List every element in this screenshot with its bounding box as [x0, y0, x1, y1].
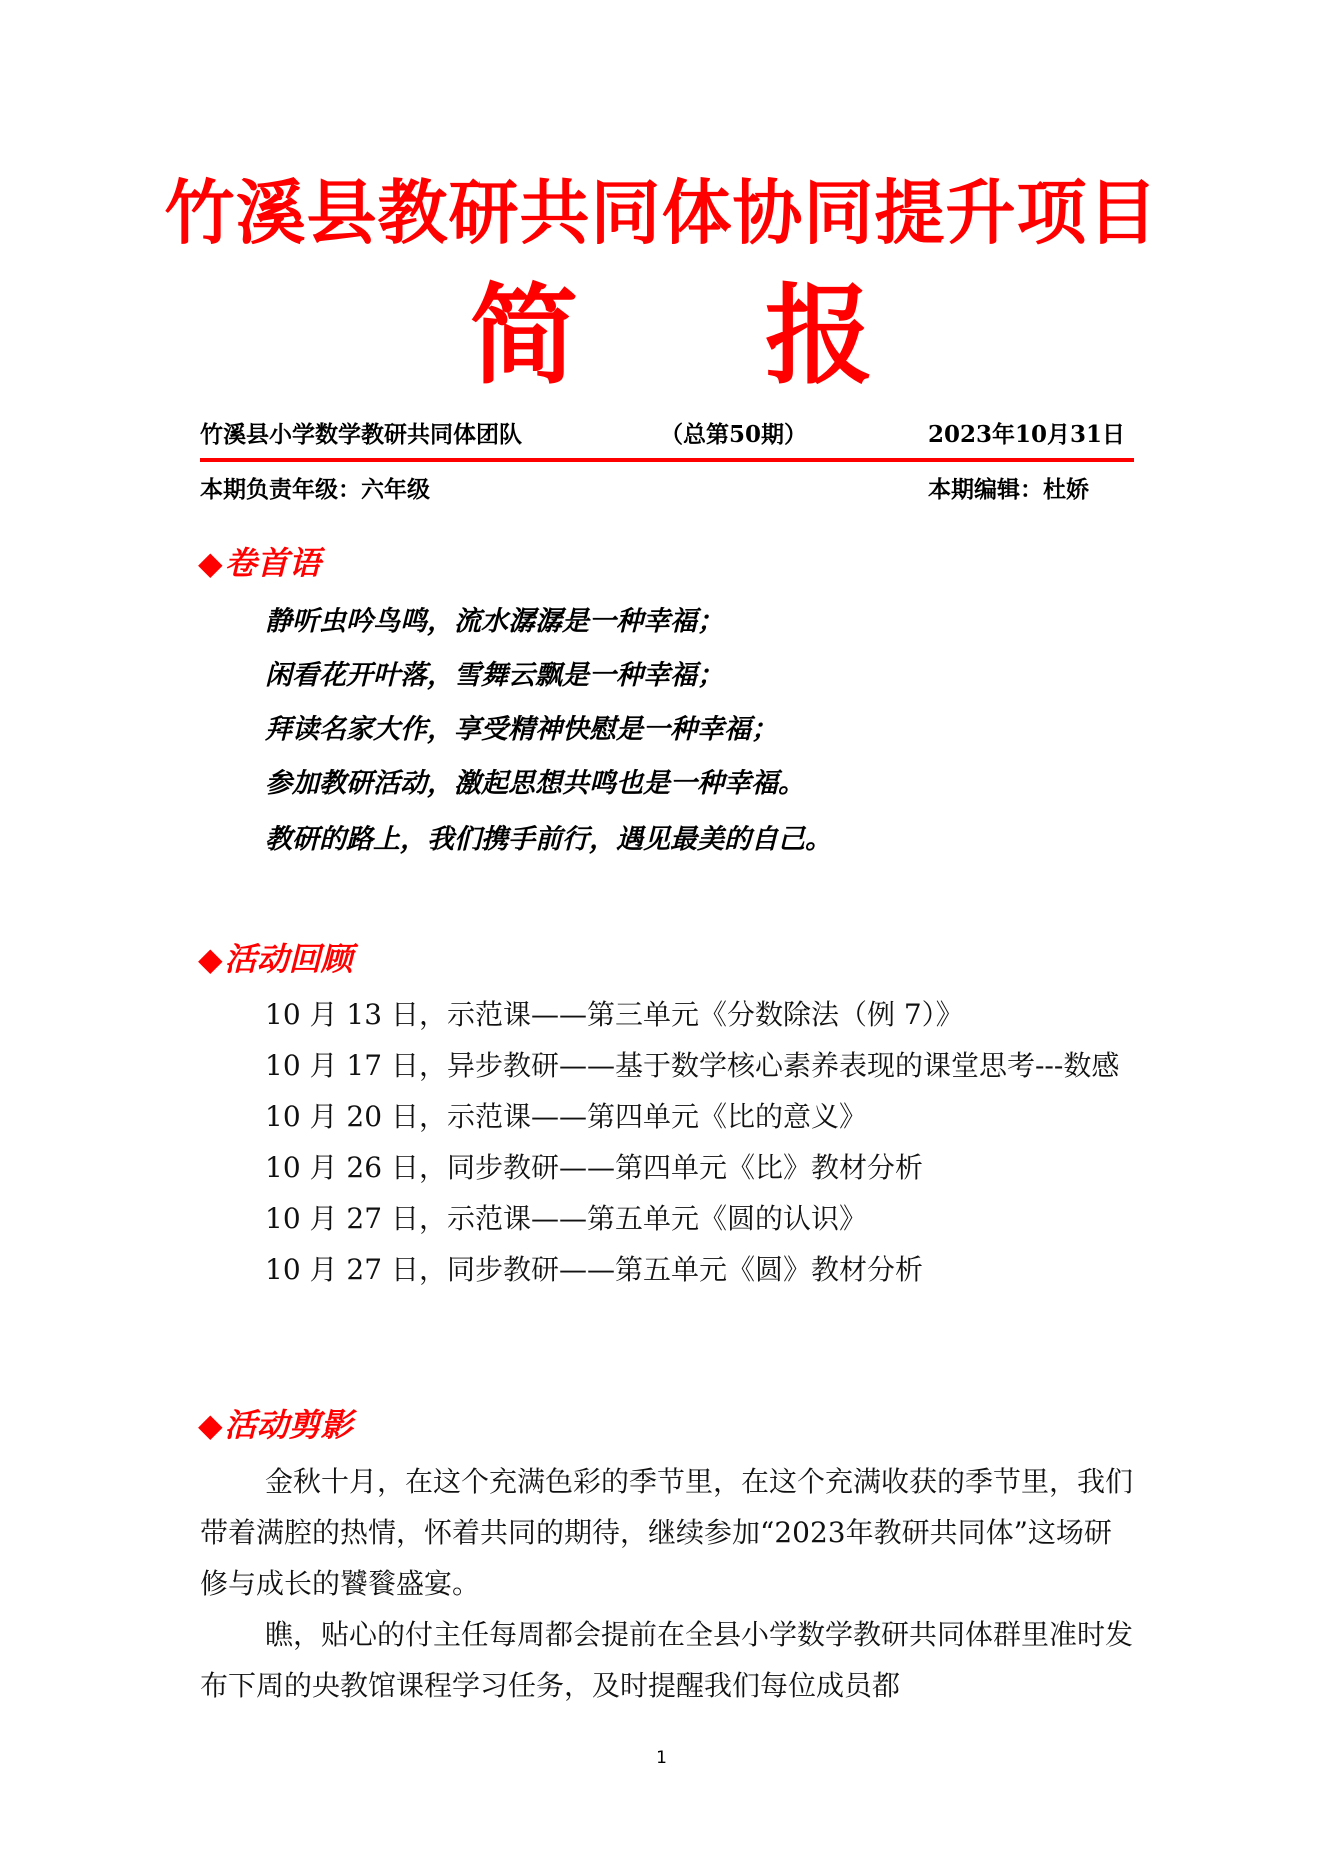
- section-preface-heading: [198, 543, 321, 583]
- header-rule: [200, 458, 1134, 462]
- main-title: 竹溪县教研共同体协同提升项目: [164, 171, 1159, 254]
- preface-line: 参加教研活动，激起思想共鸣也是一种幸福。: [265, 768, 805, 799]
- photos-paragraph: 瞧，贴心的付主任每周都会提前在全县小学数学教研共同体群里准时发布下周的央教馆课程学习任务，及时提醒我们每位成员都: [200, 1618, 1134, 1702]
- subtitle-char-right: 报: [765, 273, 874, 399]
- team-name: 竹溪县小学数学教研共同体团队: [200, 421, 522, 448]
- diamond-icon: ◆: [198, 1406, 223, 1444]
- section-review-heading: [198, 939, 353, 979]
- preface-line: 拜读名家大作，享受精神快慰是一种幸福；: [265, 714, 778, 745]
- preface-line: 静听虫吟鸟鸣，流水潺潺是一种幸福；: [265, 606, 724, 637]
- review-item: 10 月 17 日，异步教研——基于数学核心素养表现的课堂思考---数感: [265, 1049, 1120, 1082]
- issue-editor: 本期编辑：杜娇: [928, 476, 1089, 503]
- review-item: 10 月 20 日，示范课——第四单元《比的意义》: [265, 1100, 867, 1133]
- section-review-title: 活动回顾: [224, 940, 353, 978]
- preface-line: 教研的路上，我们携手前行，遇见最美的自己。: [265, 824, 832, 855]
- responsible-grade: 本期负责年级：六年级: [200, 476, 430, 503]
- subtitle-char-left: 简: [470, 273, 579, 399]
- section-photos-heading: [198, 1405, 353, 1445]
- section-preface-title: 卷首语: [224, 544, 321, 582]
- page-number: 1: [656, 1748, 667, 1768]
- photos-body: [200, 1456, 1134, 1711]
- review-item: 10 月 26 日，同步教研——第四单元《比》教材分析: [265, 1151, 923, 1184]
- preface-line: 闲看花开叶落，雪舞云飘是一种幸福；: [265, 660, 724, 691]
- issue-date: 2023年10月31日: [928, 421, 1126, 448]
- review-item: 10 月 27 日，同步教研——第五单元《圆》教材分析: [265, 1253, 923, 1286]
- review-item: 10 月 13 日，示范课——第三单元《分数除法（例 7）》: [265, 998, 964, 1031]
- diamond-icon: ◆: [198, 940, 223, 978]
- review-list: [200, 989, 1134, 1295]
- section-photos-title: 活动剪影: [224, 1406, 353, 1444]
- issue-number: （总第50期）: [660, 421, 808, 448]
- photos-paragraph: 金秋十月，在这个充满色彩的季节里，在这个充满收获的季节里，我们带着满腔的热情，怀着共同的期待，继续参加“2023年教研共同体”这场研修与成长的饕餮盛宴。: [200, 1465, 1134, 1600]
- review-item: 10 月 27 日，示范课——第五单元《圆的认识》: [265, 1202, 867, 1235]
- diamond-icon: ◆: [198, 544, 223, 582]
